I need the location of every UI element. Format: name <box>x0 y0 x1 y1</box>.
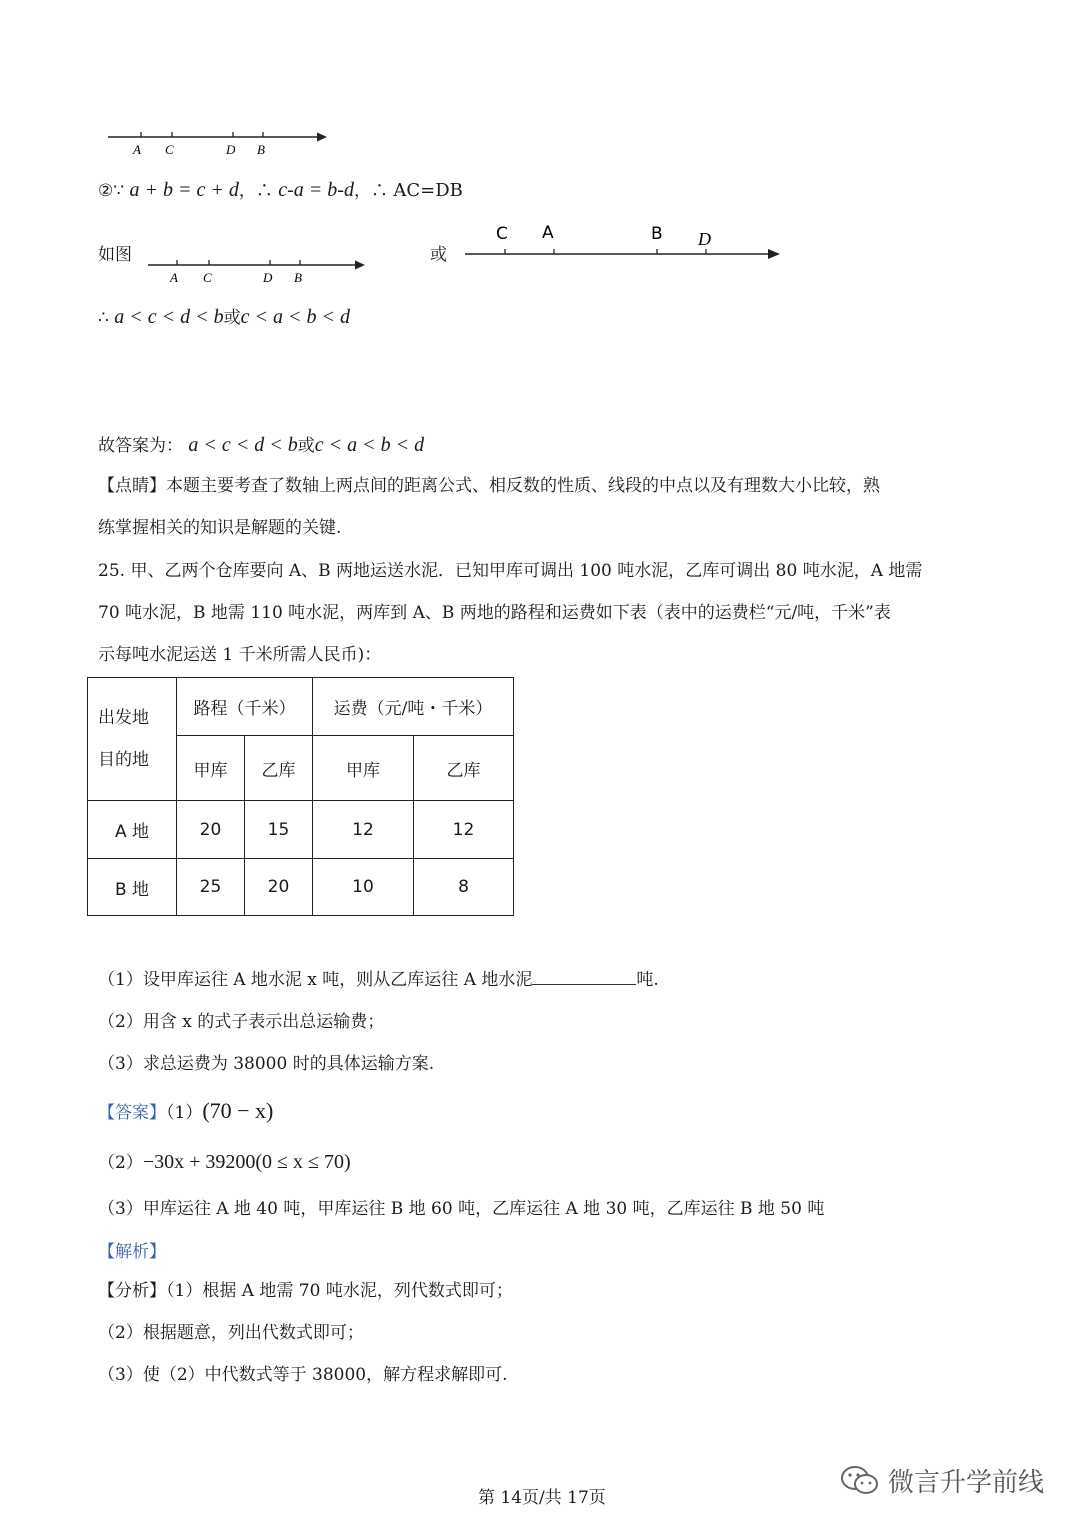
table-cell: 25 <box>177 859 245 916</box>
conclusion-line <box>98 303 350 329</box>
because-symbol: ∵ <box>113 181 125 201</box>
equation: c-a = b-d <box>278 179 354 201</box>
table-cell: 10 <box>313 859 414 916</box>
answer-expression: (70 − x) <box>202 1098 274 1123</box>
question-text: （1）设甲库运往 A 地水泥 x 吨，则从乙库运往 A 地水泥 <box>98 970 533 990</box>
sub-header: 乙库 <box>414 736 514 801</box>
inequality: c < a < b < d <box>240 306 350 328</box>
questions-block <box>98 959 659 1085</box>
step-2-line <box>98 176 463 202</box>
inequality: a < c < d < b <box>114 306 224 328</box>
sub-header: 乙库 <box>245 736 313 801</box>
point-label: C <box>203 270 212 285</box>
table-cell: 12 <box>313 801 414 859</box>
equation: AC=DB <box>393 180 463 201</box>
comment-text: 本题主要考查了数轴上两点间的距离公式、相反数的性质、线段的中点以及有理数大小比较，熟 <box>166 476 880 496</box>
row-label: B 地 <box>88 859 177 916</box>
analysis-intro-tag: 【分析】 <box>98 1281 166 1301</box>
cost-header: 运费（元/吨・千米） <box>313 678 514 736</box>
watermark <box>840 1462 1044 1499</box>
or-label: 或 <box>430 245 447 265</box>
comma: ， <box>238 181 256 201</box>
point-label: B <box>257 142 265 157</box>
freight-table <box>87 677 514 916</box>
row-label: A 地 <box>88 801 177 859</box>
corner-header <box>88 678 177 801</box>
comment-tag: 【点睛】 <box>98 476 166 496</box>
point-label: D <box>263 270 273 285</box>
analysis-text: （2）根据题意，列出代数式即可； <box>98 1323 364 1343</box>
table-row <box>88 801 514 859</box>
table-cell: 20 <box>177 801 245 859</box>
answer-number: （2） <box>98 1153 143 1173</box>
point-label: C <box>165 142 174 157</box>
inequality: c < a < b < d <box>314 434 425 456</box>
page-number: 第 14页/共 17页 <box>478 1488 606 1508</box>
problem-text: 25. 甲、乙两个仓库要向 A、B 两地运送水泥．已知甲库可调出 100 吨水泥，乙库可调出 80 吨水泥，A 地需 <box>98 561 923 581</box>
or-word: 或 <box>297 436 315 456</box>
inequality: a < c < d < b <box>188 434 298 456</box>
wechat-icon <box>840 1464 880 1498</box>
answer-number: （1） <box>166 1103 203 1123</box>
number-line-small <box>145 254 375 290</box>
point-label: A <box>170 270 178 285</box>
analysis-text: （3）使（2）中代数式等于 38000，解方程求解即可. <box>98 1365 508 1385</box>
circle-number: ② <box>98 181 114 201</box>
point-label: B <box>294 270 302 285</box>
answer-blank <box>532 970 636 985</box>
corner-top: 出发地 <box>98 708 149 728</box>
answer-1 <box>98 1098 273 1124</box>
point-label: D <box>226 142 236 157</box>
question-3: （3）求总运费为 38000 时的具体运输方案. <box>98 1054 435 1074</box>
watermark-text: 微言升学前线 <box>888 1468 1045 1498</box>
answer-2 <box>98 1148 351 1174</box>
table-cell: 15 <box>245 801 313 859</box>
answer-prefix: 故答案为： <box>98 436 183 456</box>
figure-label: 如图 <box>98 245 132 265</box>
number-line-top <box>105 125 335 161</box>
problem-text: 示每吨水泥运送 1 千米所需人民币)： <box>98 645 382 665</box>
distance-header: 路程（千米） <box>177 678 313 736</box>
number-line-big <box>462 220 787 265</box>
analysis-block <box>98 1270 513 1396</box>
problem-25 <box>98 550 922 676</box>
point-label: B <box>651 224 663 244</box>
corner-bottom: 目的地 <box>98 750 149 770</box>
table-row <box>88 859 514 916</box>
or-word: 或 <box>223 308 241 328</box>
question-1 <box>98 959 659 1001</box>
answer-statement <box>98 431 424 457</box>
table-cell: 12 <box>414 801 514 859</box>
therefore-symbol: ∴ <box>255 181 273 201</box>
comma: ， <box>353 181 371 201</box>
answer-3: （3）甲库运往 A 地 40 吨，甲库运往 B 地 60 吨，乙库运往 A 地 30 吨，乙库运往 B 地 50 吨 <box>98 1199 825 1219</box>
question-text: 吨. <box>636 970 659 990</box>
answer-tag: 【答案】 <box>98 1103 166 1123</box>
therefore-symbol: ∴ <box>98 308 109 328</box>
analysis-text: （1）根据 A 地需 70 吨水泥，列代数式即可； <box>166 1281 513 1301</box>
table-cell: 20 <box>245 859 313 916</box>
point-label: A <box>542 223 554 243</box>
table-cell: 8 <box>414 859 514 916</box>
equation: a + b = c + d <box>129 179 239 201</box>
question-2: （2）用含 x 的式子表示出总运输费； <box>98 1012 385 1032</box>
answer-expression: −30x + 39200(0 ≤ x ≤ 70) <box>142 1151 351 1173</box>
sub-header: 甲库 <box>177 736 245 801</box>
point-label: C <box>496 224 508 244</box>
point-label: A <box>133 142 141 157</box>
therefore-symbol: ∴ <box>370 181 388 201</box>
point-label: D <box>698 229 711 249</box>
comment-block <box>98 465 880 549</box>
problem-text: 70 吨水泥，B 地需 110 吨水泥，两库到 A、B 两地的路程和运费如下表（表中的运费栏“元/吨，千米”表 <box>98 603 891 623</box>
analysis-tag: 【解析】 <box>98 1242 166 1262</box>
comment-text: 练掌握相关的知识是解题的关键. <box>98 518 342 538</box>
sub-header: 甲库 <box>313 736 414 801</box>
